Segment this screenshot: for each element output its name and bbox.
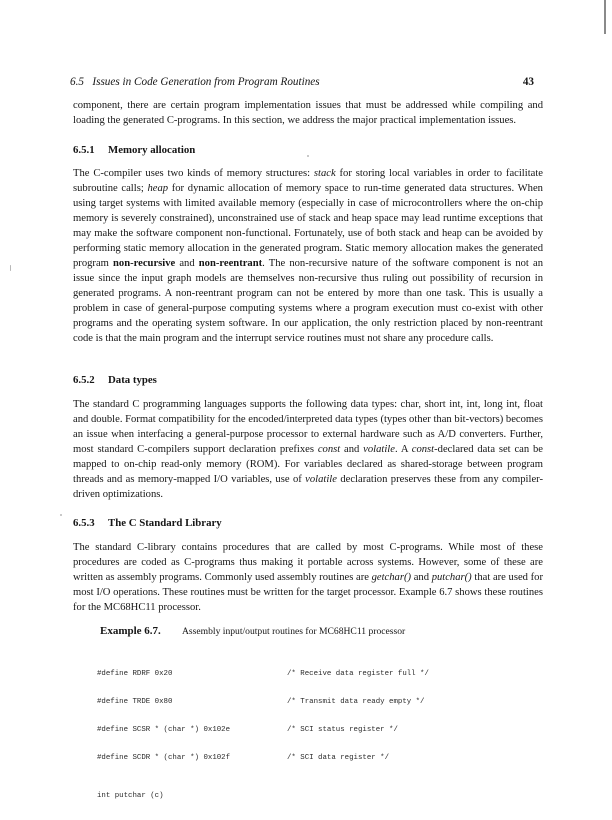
memory-allocation-paragraph: [73, 166, 543, 346]
example-caption-text: Assembly input/output routines for MC68HC11 processor: [182, 626, 406, 637]
text-run: for storing local variables in order to facilitate subroutine calls;: [73, 168, 543, 194]
text-run: The C-compiler uses two kinds of memory structures:: [73, 168, 314, 179]
section-heading-6-5-1: [73, 144, 195, 156]
intro-paragraph: component, there are certain program implementation issues that must be addressed while compiling and loading the generated C-programs. In this section, we address the major practical implementation issues.: [73, 100, 543, 126]
code-comment: /* SCI status register */: [287, 726, 398, 735]
code-text: #define SCSR * (char *) 0x102e: [97, 726, 231, 735]
text-run: The standard C-library contains procedures that are called by most C-programs. While most of these procedures are coded as C-programs thus making it portable across systems. However, some of these are written as assembly programs. Commonly used assembly routines are: [73, 542, 543, 583]
data-types-paragraph: [73, 397, 543, 502]
section-heading-6-5-3: [73, 517, 222, 529]
code-line: [97, 726, 429, 735]
code-line: [97, 754, 429, 763]
running-head-title: Issues in Code Generation from Program Routines: [92, 76, 320, 88]
section-title: Data types: [108, 374, 157, 386]
running-head-section: 6.5: [70, 76, 84, 88]
text-run: and: [175, 258, 199, 269]
term-const: const: [317, 444, 341, 455]
section-heading-6-5-2: [73, 374, 157, 386]
c-standard-library-paragraph: [73, 540, 543, 615]
text-run: . A: [394, 444, 412, 455]
code-text: #define RDRF 0x20: [97, 669, 173, 678]
scan-edge-mark: [604, 0, 606, 34]
section-title: The C Standard Library: [108, 517, 222, 529]
page-number: 43: [522, 76, 534, 88]
text-run: and: [340, 444, 364, 455]
scan-speck: [307, 155, 309, 157]
code-line: [97, 670, 429, 679]
term-putchar: putchar(): [431, 572, 472, 583]
term-volatile: volatile: [363, 444, 395, 455]
term-non-reentrant: non-reentrant: [198, 258, 263, 269]
code-comment: /* Transmit data ready empty */: [287, 698, 425, 707]
code-line: [97, 698, 429, 707]
code-listing: [97, 651, 429, 820]
code-text: #define TRDE 0x80: [97, 698, 173, 707]
code-comment: /* SCI data register */: [287, 754, 390, 763]
text-run: and: [411, 572, 432, 583]
section-number: 6.5.3: [73, 517, 95, 529]
running-head: [70, 76, 534, 88]
text-run: that are used for most I/O operations. These routines must be written for the target processor. Example 6.7 shows these routines for the MC68HC11 processor.: [73, 572, 544, 613]
text-run: for dynamic allocation of memory space to run-time generated data structures. When using target systems with limited available memory (especially in case of microcontrollers where the on-chip memory is severely constrained), unconstrained use of stack and heap space may lead runtime exceptions that may make the software component non-functional. Fortunately, use of both stack and heap can be avoided by performing static memory allocation in the generated program. Static memory allocation makes the generated program: [73, 183, 543, 269]
term-getchar: getchar(): [371, 572, 412, 583]
term-stack: stack: [313, 168, 336, 179]
term-non-recursive: non-recursive: [113, 258, 176, 269]
example-caption: [100, 625, 405, 637]
text-run: . The non-recursive nature of the software component is not an issue since the input graph models are themselves non-recursive thus ruling out possibility of recursion in generated programs. A non-reentrant program can not be entered by more than one task. This is usually a problem in case of general-purpose computing systems where a program execution must co-exist with other programs and the operating system software. In our application, the only restriction placed by non-reentrant code is that the main program and the interrupt service routines must not share any procedure calls.: [73, 258, 543, 344]
text-run: -declared data set can be mapped to on-chip read-only memory (ROM). For variables declared as shared-storage between program threads and as memory-mapped I/O variables, use of: [73, 444, 543, 485]
text-run: The standard C programming languages supports the following data types: char, short int, int, long int, float and double. Format compatibility for the encoded/interpreted data types (types other than bit-vectors) becomes an issue when interfacing a general-purpose processor to external hardware such as A/D converters. Further, most standard C-compilers support declaration prefixes: [73, 399, 543, 455]
scan-speck: [60, 514, 62, 516]
code-comment: /* Receive data register full */: [287, 669, 429, 678]
scan-speck: [10, 265, 11, 271]
section-number: 6.5.2: [73, 374, 95, 386]
term-const: const: [411, 444, 435, 455]
section-title: Memory allocation: [108, 144, 196, 156]
code-text: int putchar (c): [97, 791, 164, 800]
section-number: 6.5.1: [73, 144, 95, 156]
term-heap: heap: [147, 183, 169, 194]
term-volatile: volatile: [305, 474, 337, 485]
code-line: [97, 792, 429, 801]
text-run: declaration preserves these from any compiler-driven optimizations.: [73, 474, 543, 500]
example-label: Example 6.7.: [100, 625, 161, 637]
code-text: #define SCDR * (char *) 0x102f: [97, 754, 231, 763]
